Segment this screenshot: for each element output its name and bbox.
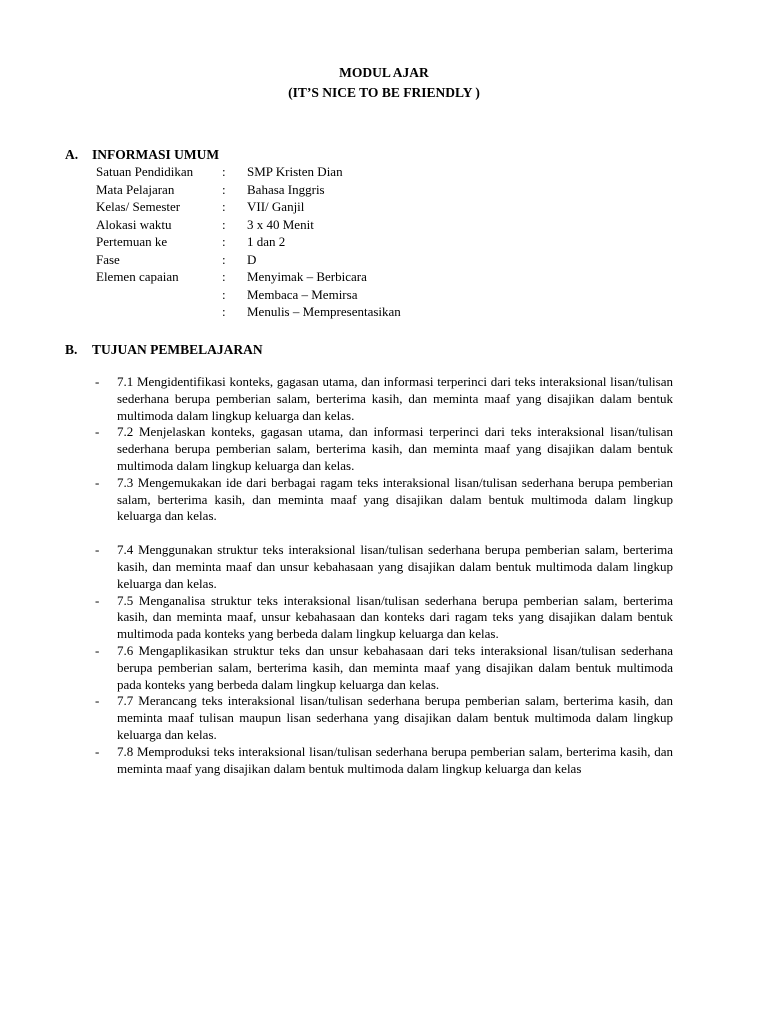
info-row xyxy=(96,163,401,181)
document-subtitle: (IT’S NICE TO BE FRIENDLY ) xyxy=(288,85,480,100)
info-colon: : xyxy=(222,286,226,302)
info-colon: : xyxy=(222,164,226,179)
objective-item xyxy=(95,374,673,424)
section-a-heading xyxy=(65,146,219,163)
info-value: Bahasa Inggris xyxy=(247,181,325,197)
info-row xyxy=(96,198,401,216)
info-row xyxy=(96,303,401,321)
info-row xyxy=(96,268,401,286)
objective-item xyxy=(95,475,673,525)
info-label: Satuan Pendidikan xyxy=(96,164,194,179)
info-colon: : xyxy=(222,269,226,284)
info-colon: : xyxy=(222,234,226,249)
info-row xyxy=(96,216,401,234)
info-label: Pertemuan ke xyxy=(96,234,168,249)
section-b-letter: B. xyxy=(65,342,78,357)
info-colon: : xyxy=(222,181,226,197)
section-a-letter: A. xyxy=(65,147,79,162)
info-colon: : xyxy=(222,216,226,232)
info-label: Alokasi waktu xyxy=(96,216,172,232)
spacer xyxy=(95,525,673,542)
info-value: 3 x 40 Menit xyxy=(247,216,314,232)
bullet-dash: - xyxy=(95,642,100,658)
info-value: D xyxy=(247,251,257,267)
objective-text: 7.4 Menggunakan struktur teks interaksional lisan/tulisan sederhana berupa pemberian salam, berterima kasih, dan meminta maaf dan unsur kebahasaan yang disajikan dalam bentuk multimoda dalam lingkup keluarga dan kelas. xyxy=(117,542,673,591)
info-value: SMP Kristen Dian xyxy=(247,164,343,179)
objective-item xyxy=(95,693,673,743)
section-b-heading xyxy=(65,341,263,358)
objective-text: 7.7 Merancang teks interaksional lisan/tulisan sederhana berupa pemberian salam, berterima kasih, dan meminta maaf tulisan maupun lisan sederhana yang disajikan dalam bentuk multimoda dalam lingkup keluarga dan kelas. xyxy=(117,693,673,742)
info-label: Mata Pelajaran xyxy=(96,181,175,197)
bullet-dash: - xyxy=(95,374,100,389)
bullet-dash: - xyxy=(95,542,100,558)
info-value: Menyimak – Berbicara xyxy=(247,269,367,284)
section-b-title: TUJUAN PEMBELAJARAN xyxy=(92,342,263,357)
info-label: Fase xyxy=(96,251,120,267)
info-label: Kelas/ Semester xyxy=(96,199,181,214)
learning-objectives-list xyxy=(95,374,673,777)
info-row xyxy=(96,233,401,251)
info-colon: : xyxy=(222,304,226,319)
objective-text: 7.3 Mengemukakan ide dari berbagai ragam teks interaksional lisan/tulisan sederhana berupa pemberian salam, berterima kasih, dan meminta maaf yang disajikan dalam bentuk multimoda dalam lingkup keluarga dan kelas. xyxy=(117,474,673,524)
info-label xyxy=(96,286,222,304)
objective-item xyxy=(95,643,673,693)
info-colon: : xyxy=(222,199,226,214)
objective-text: 7.8 Memproduksi teks interaksional lisan/tulisan sederhana berupa pemberian salam, berterima kasih, dan meminta maaf yang disajikan dalam bentuk multimoda dalam lingkup keluarga dan kelas xyxy=(117,743,673,776)
info-label: Elemen capaian xyxy=(96,269,179,284)
info-row xyxy=(96,286,401,304)
bullet-dash: - xyxy=(95,474,100,490)
info-value: Menulis – Mempresentasikan xyxy=(247,304,401,319)
objective-text: 7.1 Mengidentifikasi konteks, gagasan utama, dan informasi terperinci dari teks interaksional lisan/tulisan sederhana berupa pemberian salam, berterima kasih, dan meminta maaf yang disajikan dalam bentuk multimoda dalam lingkup keluarga dan kelas. xyxy=(117,374,673,423)
info-value: 1 dan 2 xyxy=(247,234,286,249)
bullet-dash: - xyxy=(95,424,100,440)
section-a-title: INFORMASI UMUM xyxy=(92,147,220,162)
info-label xyxy=(96,303,222,321)
info-row xyxy=(96,181,401,199)
objective-item xyxy=(95,542,673,592)
objective-text: 7.6 Mengaplikasikan struktur teks dan unsur kebahasaan dari teks interaksional lisan/tulisan sederhana berupa pemberian salam, berterima kasih, dan meminta maaf yang disajikan dalam bentuk multimoda pada konteks yang berbeda dalam lingkup keluarga dan kelas. xyxy=(117,642,673,692)
info-value: Membaca – Memirsa xyxy=(247,286,358,302)
objective-item xyxy=(95,424,673,474)
bullet-dash: - xyxy=(95,592,100,608)
info-colon: : xyxy=(222,251,226,267)
objective-item xyxy=(95,744,673,778)
info-value: VII/ Ganjil xyxy=(247,199,305,214)
objective-text: 7.2 Menjelaskan konteks, gagasan utama, dan informasi terperinci dari teks interaksional lisan/tulisan sederhana berupa pemberian salam, berterima kasih, dan meminta maaf yang disajikan dalam bentuk multimoda dalam lingkup keluarga dan kelas. xyxy=(117,424,673,473)
info-row xyxy=(96,251,401,269)
general-info-table xyxy=(96,163,401,321)
objective-item xyxy=(95,593,673,643)
objective-text: 7.5 Menganalisa struktur teks interaksional lisan/tulisan sederhana berupa pemberian salam, berterima kasih, dan meminta maaf, unsur kebahasaan dan konteks dari ragam teks yang disajikan dalam bentuk multimoda pada konteks yang berbeda dalam lingkup keluarga dan kelas. xyxy=(117,592,673,642)
document-title: MODUL AJAR xyxy=(339,65,429,80)
bullet-dash: - xyxy=(95,743,100,759)
bullet-dash: - xyxy=(95,693,100,709)
